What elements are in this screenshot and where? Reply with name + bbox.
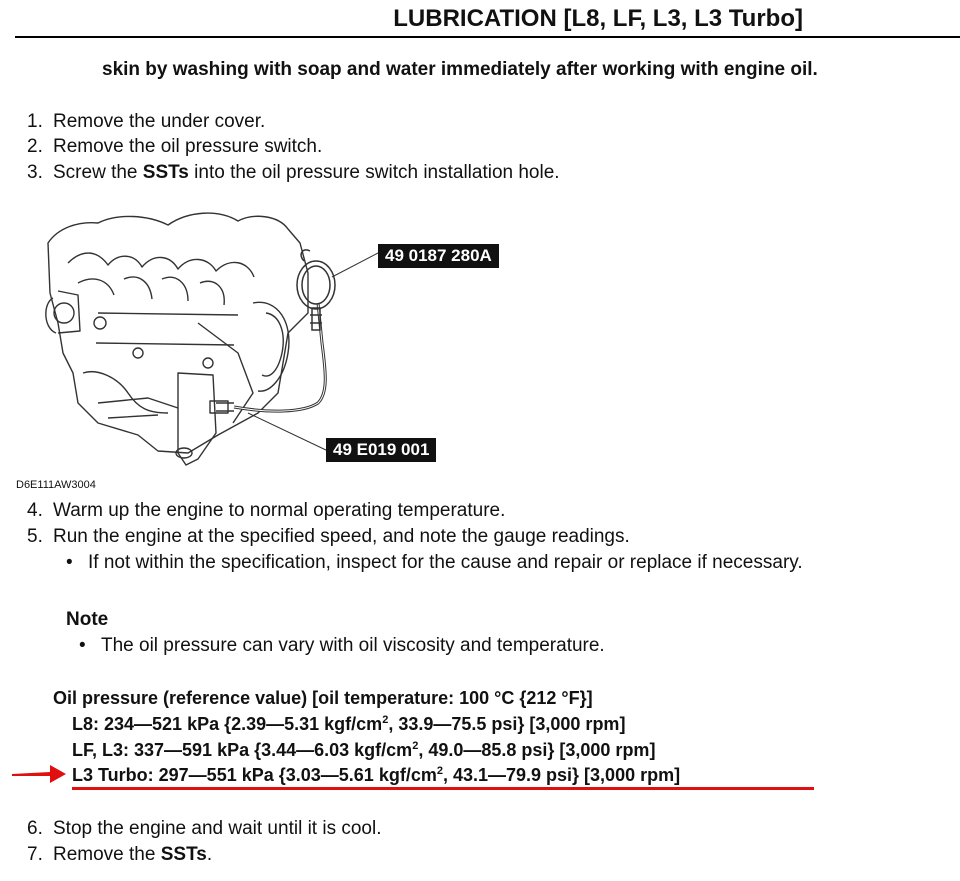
spec-sup: 2	[436, 765, 443, 777]
bullet-text: If not within the specification, inspect for the cause and repair or replace if necessary.	[88, 552, 803, 573]
red-arrow-icon	[10, 762, 68, 786]
title-divider	[15, 36, 960, 38]
step-5-bullet	[66, 551, 803, 575]
step-text: Warm up the engine to normal operating temperature.	[53, 500, 506, 521]
step-text: Remove the oil pressure switch.	[53, 136, 323, 157]
figure-code: D6E111AW3004	[16, 479, 96, 491]
spec-row-lf-l3	[72, 738, 655, 762]
bullet-dot: •	[79, 635, 86, 656]
step-number: 7.	[27, 844, 43, 865]
step-3	[27, 161, 560, 185]
spec-text: , 43.1—79.9 psi} [3,000 rpm]	[442, 765, 681, 785]
spec-text: L3 Turbo: 297—551 kPa {3.03—5.61 kgf/cm	[72, 765, 437, 785]
step-5	[27, 525, 630, 549]
callout-gauge-label: 49 0187 280A	[378, 244, 499, 268]
bullet-text: The oil pressure can vary with oil viscosity and temperature.	[101, 635, 605, 656]
step-text-pre: Screw the	[53, 162, 143, 183]
spec-text: L8: 234—521 kPa {2.39—5.31 kgf/cm	[72, 714, 383, 734]
step-4	[27, 499, 505, 523]
step-number: 6.	[27, 818, 43, 839]
step-text: Run the engine at the specified speed, and note the gauge readings.	[53, 526, 630, 547]
step-text: Remove the under cover.	[53, 111, 266, 132]
note-bullet	[79, 634, 605, 658]
step-number: 1.	[27, 111, 43, 132]
step-text-post: into the oil pressure switch installation hole.	[188, 162, 560, 183]
spec-text: LF, L3: 337—591 kPa {3.44—6.03 kgf/cm	[72, 740, 413, 760]
spec-row-l3-turbo	[72, 763, 680, 787]
step-6	[27, 817, 381, 841]
spec-heading: Oil pressure (reference value) [oil temperature: 100 °C {212 °F}]	[53, 688, 593, 708]
step-number: 4.	[27, 500, 43, 521]
step-text-post: .	[206, 844, 213, 865]
spec-text: , 33.9—75.5 psi} [3,000 rpm]	[388, 714, 626, 734]
step-2	[27, 135, 322, 159]
highlight-underline	[72, 787, 814, 790]
bullet-dot: •	[66, 552, 73, 573]
spec-row-l8	[72, 712, 625, 736]
spec-text: , 49.0—85.8 psi} [3,000 rpm]	[418, 740, 656, 760]
step-1	[27, 110, 265, 134]
note-title: Note	[66, 609, 109, 630]
step-7	[27, 843, 212, 867]
step-number: 3.	[27, 162, 43, 183]
callout-adapter-label: 49 E019 001	[326, 438, 436, 462]
step-text: Stop the engine and wait until it is cool.	[53, 818, 382, 839]
spec-sup: 2	[412, 740, 419, 752]
warning-text: skin by washing with soap and water immediately after working with engine oil.	[102, 59, 818, 80]
step-text-bold: SSTs	[160, 844, 207, 865]
page-title: LUBRICATION [L8, LF, L3, L3 Turbo]	[393, 5, 803, 32]
step-text-bold: SSTs	[142, 162, 189, 183]
step-text-pre: Remove the	[53, 844, 161, 865]
step-number: 2.	[27, 136, 43, 157]
spec-sup: 2	[382, 714, 389, 726]
step-number: 5.	[27, 526, 43, 547]
